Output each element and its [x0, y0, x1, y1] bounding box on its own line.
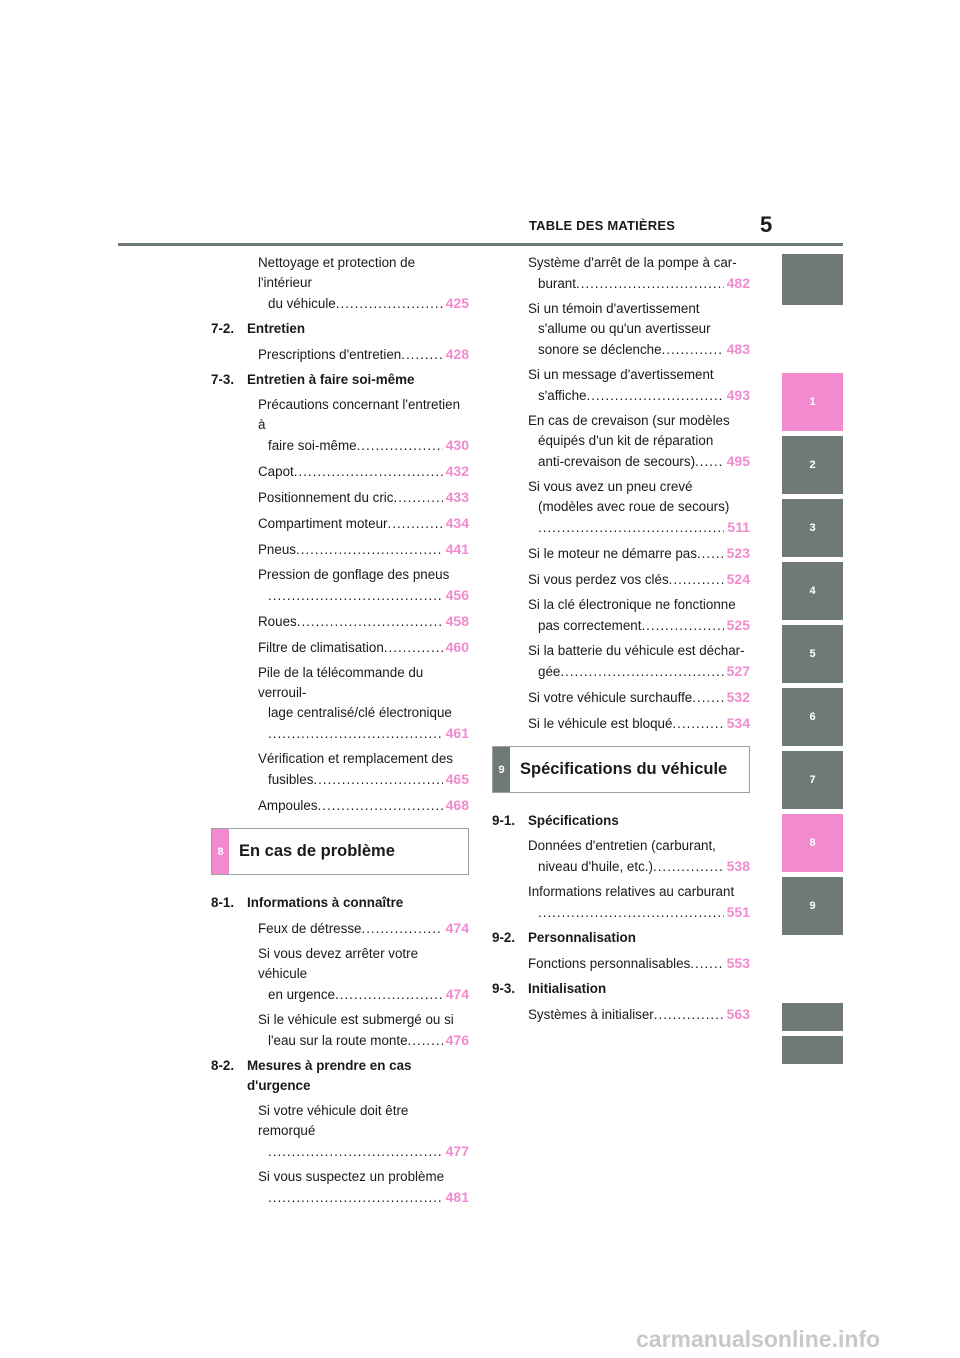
entry-title: Données d'entretien (carburant, — [528, 838, 716, 853]
entry-title: Si un message d'avertissement — [528, 367, 714, 382]
toc-entry[interactable] — [492, 365, 750, 406]
toc-entry[interactable] — [492, 299, 750, 360]
page-ref[interactable]: 493 — [726, 387, 750, 403]
toc-entry[interactable] — [492, 477, 750, 538]
section-heading: 8-2. Mesures à prendre en cas d'urgence — [211, 1058, 412, 1093]
page-number: 5 — [760, 212, 773, 237]
page-ref[interactable]: 476 — [445, 1032, 469, 1048]
toc-column-left — [211, 253, 469, 1213]
chapter-tag: 8 — [212, 829, 229, 874]
toc-entry[interactable] — [211, 513, 469, 534]
chapter-tabs — [782, 0, 843, 1358]
page-ref[interactable]: 524 — [726, 571, 750, 587]
entry-title: Si vous avez un pneu crevé — [528, 479, 693, 494]
entry-title: Feux de détresse — [258, 921, 362, 936]
entry-title: Si un témoin d'avertissement — [528, 301, 700, 316]
entry-title: Vérification et remplacement des — [258, 751, 454, 766]
section-heading: 7-2. Entretien — [211, 321, 306, 336]
chapter-tab-2[interactable]: 2 — [782, 436, 843, 494]
page-ref[interactable]: 553 — [726, 955, 750, 971]
entry-title: Si la batterie du véhicule est déchar- — [528, 643, 745, 658]
entry-title: Si votre véhicule doit être remorqué — [258, 1103, 409, 1138]
watermark-logo: carmanualsonline.info — [636, 1326, 881, 1352]
toc-entry[interactable] — [211, 663, 469, 744]
chapter-tab-appendix[interactable] — [782, 1036, 843, 1064]
chapter-tab-7[interactable]: 7 — [782, 751, 843, 809]
page-ref[interactable]: 477 — [445, 1143, 469, 1159]
page-ref[interactable]: 495 — [726, 453, 750, 469]
page-ref[interactable]: 481 — [445, 1189, 469, 1205]
entry-title: Système d'arrêt de la pompe à car- — [528, 255, 737, 270]
entry-title-cont: pas correctement — [538, 618, 642, 633]
entry-title: Si le véhicule est submergé ou si — [258, 1012, 454, 1027]
page-ref[interactable]: 425 — [445, 295, 469, 311]
page-ref[interactable]: 434 — [445, 515, 469, 531]
chapter-tab-6[interactable]: 6 — [782, 688, 843, 746]
page-ref[interactable]: 458 — [445, 613, 469, 629]
toc-entry[interactable] — [492, 953, 750, 974]
entry-title: Pile de la télécommande du verrouil- — [258, 665, 424, 700]
entry-title: Ampoules — [258, 798, 318, 813]
chapter-tab-5[interactable]: 5 — [782, 625, 843, 683]
toc-entry[interactable] — [492, 713, 750, 734]
page-ref[interactable]: 433 — [445, 489, 469, 505]
toc-entry[interactable] — [492, 836, 750, 877]
chapter-title: En cas de problème — [239, 842, 395, 860]
entry-title: Positionnement du cric — [258, 490, 394, 505]
page-ref[interactable]: 523 — [726, 545, 750, 561]
toc-entry[interactable] — [211, 539, 469, 560]
entry-title: Si vous devez arrêter votre véhicule — [258, 946, 419, 981]
chapter-title: Spécifications du véhicule — [520, 760, 728, 778]
toc-entry[interactable] — [211, 749, 469, 790]
entry-title: Filtre de climatisation — [258, 640, 384, 655]
entry-title: Roues — [258, 614, 297, 629]
entry-title: Pression de gonflage des pneus — [258, 567, 450, 582]
toc-entry[interactable] — [211, 1167, 469, 1208]
entry-title: Si vous suspectez un problème — [258, 1169, 445, 1184]
toc-entry[interactable] — [492, 595, 750, 636]
entry-title: Nettoyage et protection de l'intérieur — [258, 255, 416, 290]
chapter-tab-4[interactable]: 4 — [782, 562, 843, 620]
toc-entry[interactable] — [492, 543, 750, 564]
entry-title: Informations relatives au carburant — [528, 884, 735, 899]
entry-title: Prescriptions d'entretien — [258, 347, 402, 362]
entry-title: Si le moteur ne démarre pas — [528, 546, 697, 561]
toc-entry[interactable] — [211, 253, 469, 314]
page-ref[interactable]: 563 — [726, 1006, 750, 1022]
page-ref[interactable]: 534 — [726, 715, 750, 731]
entry-title-cont: s'allume ou qu'un avertisseur — [538, 321, 711, 336]
toc-entry[interactable] — [492, 411, 750, 472]
toc-entry[interactable] — [211, 918, 469, 939]
toc-entry[interactable] — [492, 1004, 750, 1025]
page-ref[interactable]: 456 — [445, 587, 469, 603]
entry-title-cont: du véhicule — [268, 296, 336, 311]
entry-title-cont: en urgence — [268, 987, 336, 1002]
entry-title-cont: lage centralisé/clé électronique — [268, 705, 452, 720]
page-ref[interactable]: 465 — [445, 771, 469, 787]
page-ref[interactable]: 511 — [727, 519, 750, 535]
toc-entry[interactable] — [211, 487, 469, 508]
toc-entry[interactable] — [492, 882, 750, 923]
entry-title-cont: s'affiche — [538, 388, 587, 403]
entry-title-cont: l'eau sur la route monte — [268, 1033, 408, 1048]
entry-title-cont: burant — [538, 276, 576, 291]
page-ref[interactable]: 551 — [726, 904, 750, 920]
entry-title: Précautions concernant l'entretien à — [258, 397, 461, 432]
entry-title-cont: fusibles — [268, 772, 314, 787]
chapter-tab-blank-top[interactable] — [782, 254, 843, 305]
entry-title: En cas de crevaison (sur modèles — [528, 413, 730, 428]
entry-title: Si votre véhicule surchauffe — [528, 690, 693, 705]
page-ref[interactable]: 430 — [445, 437, 469, 453]
entry-title: Capot — [258, 464, 294, 479]
entry-title-cont: sonore se déclenche — [538, 342, 662, 357]
entry-title-cont: anti-crevaison de secours) — [538, 454, 696, 469]
page-ref[interactable]: 461 — [445, 725, 469, 741]
entry-title: Fonctions personnalisables — [528, 956, 691, 971]
toc-entry[interactable] — [211, 461, 469, 482]
page-ref[interactable]: 432 — [445, 463, 469, 479]
toc-column-right — [492, 253, 750, 1030]
page-ref[interactable]: 538 — [726, 858, 750, 874]
chapter-tab-1[interactable]: 1 — [782, 373, 843, 431]
page-ref[interactable]: 483 — [726, 341, 750, 357]
toc-entry[interactable] — [211, 637, 469, 658]
toc-entry[interactable] — [211, 1101, 469, 1162]
header-title: TABLE DES MATIÈRES — [529, 218, 676, 233]
toc-entry[interactable] — [492, 687, 750, 708]
toc-entry[interactable] — [211, 344, 469, 365]
page-ref[interactable]: 525 — [726, 617, 750, 633]
entry-title: Si le véhicule est bloqué — [528, 716, 673, 731]
entry-title: Systèmes à initialiser — [528, 1007, 654, 1022]
toc-entry[interactable] — [211, 611, 469, 632]
section-heading: 9-1. Spécifications — [492, 813, 619, 828]
entry-title: Pneus — [258, 542, 296, 557]
header-rule — [118, 243, 843, 246]
entry-title-cont: gée — [538, 664, 561, 679]
toc-entry[interactable] — [492, 641, 750, 682]
page-ref[interactable]: 532 — [726, 689, 750, 705]
entry-title-cont: niveau d'huile, etc.) — [538, 859, 653, 874]
section-heading: 9-3. Initialisation — [492, 981, 607, 996]
page-ref[interactable]: 527 — [726, 663, 750, 679]
page-ref[interactable]: 482 — [726, 275, 750, 291]
toc-entry[interactable] — [211, 1010, 469, 1051]
chapter-tag: 9 — [493, 747, 510, 792]
page-ref[interactable]: 428 — [445, 346, 469, 362]
section-heading: 8-1. Informations à connaître — [211, 895, 404, 910]
chapter-tab-index[interactable] — [782, 1003, 843, 1031]
page-ref[interactable]: 441 — [445, 541, 469, 557]
toc-entry[interactable] — [211, 944, 469, 1005]
toc-entry[interactable] — [492, 253, 750, 294]
page-ref[interactable]: 474 — [445, 986, 469, 1002]
entry-title-cont: faire soi-même — [268, 438, 357, 453]
entry-title-cont: équipés d'un kit de réparation — [538, 433, 714, 448]
page-ref[interactable]: 474 — [445, 920, 469, 936]
entry-title: Compartiment moteur — [258, 516, 388, 531]
chapter-tab-3[interactable]: 3 — [782, 499, 843, 557]
page-ref[interactable]: 460 — [445, 639, 469, 655]
entry-title: Si la clé électronique ne fonctionne — [528, 597, 736, 612]
entry-title-cont: (modèles avec roue de secours) — [538, 499, 730, 514]
chapter-heading-8[interactable] — [211, 828, 469, 875]
toc-entry[interactable] — [211, 565, 469, 606]
page-ref[interactable]: 468 — [445, 797, 469, 813]
toc-entry[interactable] — [211, 395, 469, 456]
toc-entry[interactable] — [211, 795, 469, 816]
chapter-tab-8[interactable]: 8 — [782, 814, 843, 872]
section-heading: 9-2. Personnalisation — [492, 930, 636, 945]
chapter-tab-9[interactable]: 9 — [782, 877, 843, 935]
toc-entry[interactable] — [492, 569, 750, 590]
chapter-heading-9[interactable] — [492, 746, 750, 793]
section-heading: 7-3. Entretien à faire soi-même — [211, 372, 415, 387]
entry-title: Si vous perdez vos clés — [528, 572, 669, 587]
